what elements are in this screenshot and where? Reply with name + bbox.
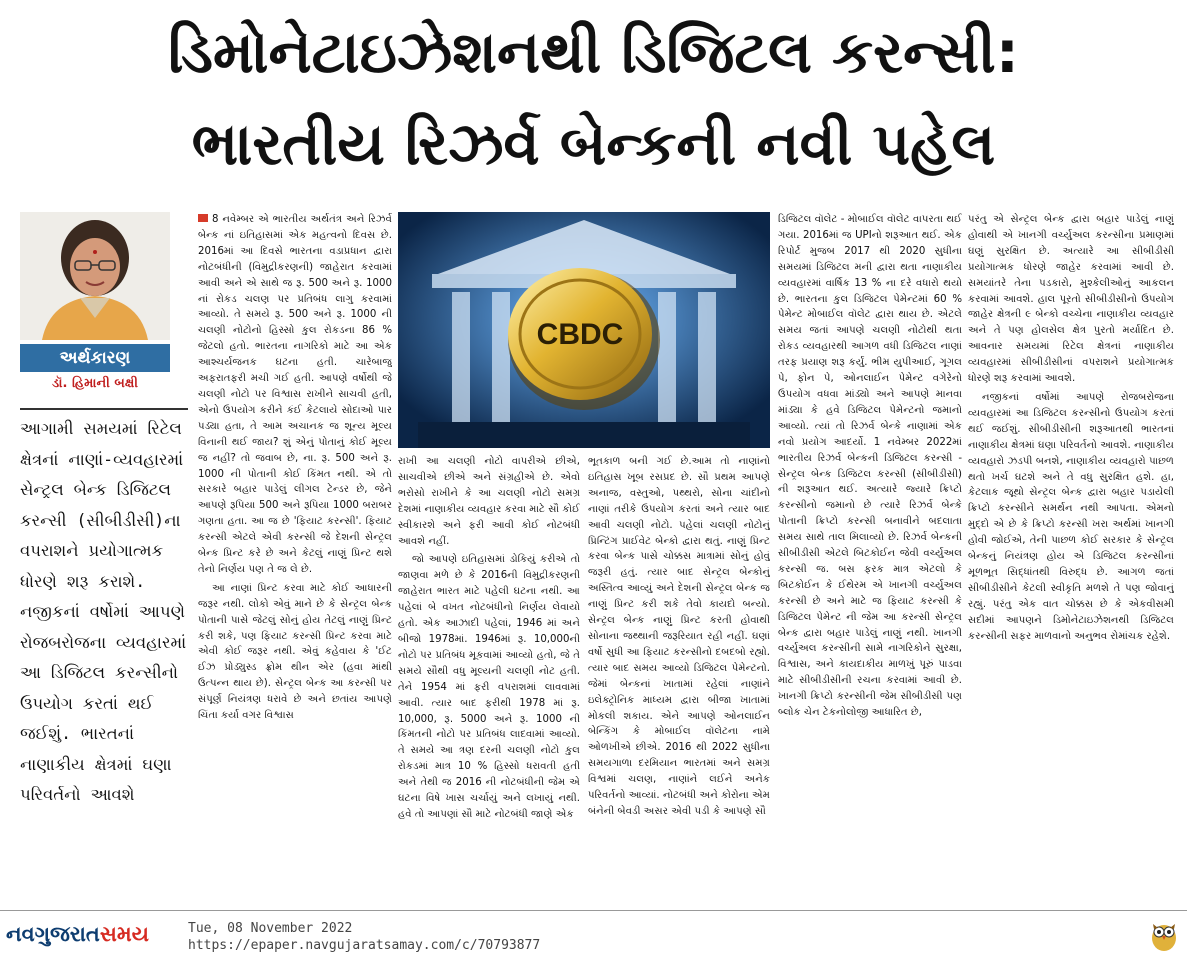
author-photo [20,212,170,340]
paragraph: નજીકનાં વર્ષોમાં આપણે રોજબરોજના વ્યવહારમાં આ ડિજિટલ કરન્સીનો ઉપયોગ કરતાં થઈ જઈશું. સીબીડીસીની શરૂઆતથી ભારતનાં નાણાકીય ક્ષેત્રમાં ઘણા પરિવર્તનો આવશે. નાણાકીય વ્યવહારો ઝડપી બનશે, નાણાકીય વ્યવહારો પાછળ થતો ખર્ચ ઘટશે અને તે વધુ સુરક્ષિત હશે. હા, કેટલાક જૂથો સેન્ટ્રલ બેન્ક દ્વારા બહાર પડાયેલી ક્રિપ્ટો કરન્સીને સમર્થન નથી આપતા. એમનો મુદ્દો એ છે કે ક્રિપ્ટો કરન્સી ખરા અર્થમાં ખાનગી હોવી જોઈએ, તેની પાછળ કોઈ સરકાર કે સેન્ટ્રલ બેન્કનું નિયંત્રણ હોય એ ડિજિટલ કરન્સીનાં મૂળભૂત સિદ્ધાંતથી વિરુદ્ધ છે. આગળ જતાં સીબીડીસીને કેટલી સ્વીકૃતિ મળશે તે પણ જોવાનું રહ્યું. પરંતુ એક વાત ચોક્કસ છે કે એકવીસમી સદીમાં આપણને ડિમોનેટાઇઝેશનથી ડિજિટલ કરન્સીની સફર માળવાનો અનુભવ રોમાંચક રહેશે. [968,391,1174,642]
intro-text: આગામી સમયમાં રિટેલ ક્ષેત્રનાં નાણાં-વ્યવહારમાં સેન્ટ્રલ બેન્ક ડિજિટલ કરન્સી (સીબીડીસી)ના વપરાશને પ્રયોગાત્મક ધોરણે શરૂ કરાશે. નજીકનાં વર્ષોમાં આપણે રોજબરોજના વ્યવહારમાં આ ડિજિટલ કરન્સીનો ઉપયોગ કરતાં થઈ જઈશું. ભારતનાં નાણાકીય ક્ષેત્રમાં ઘણા પરિવર્તનો આવશે [20,419,187,804]
paragraph: પરંતુ એ સેન્ટ્રલ બેન્ક દ્વારા બહાર પાડેલું નાણું હોવાથી એ ખાનગી વર્ચ્યુઅલ કરન્સીના પ્રમાણમાં ઘણું સુરક્ષિત છે. અત્યારે આ સીબીડીસી પ્રયોગાત્મક ધોરણે જાહેર કરવામાં આવી છે. સમયાંતરે તેના પડકારો, મુશ્કેલીઓનું આકલન કરવામાં આવશે. હાલ પૂરતો સીબીડીસીનો ઉપયોગ જાહેર ક્ષેત્રની ૯ બેન્કો વચ્ચેના નાણાકીય વ્યવહાર અને તે પણ હોલસેલ ક્ષેત્ર પુરતો મર્યાદિત છે. આવનાર સમયમાં રિટેલ ક્ષેત્રનાં નાણાકીય વ્યવહારમાં સીબીડીસીનાં વપરાશને પ્રયોગાત્મક ધોરણે શરૂ કરવામાં આવશે. [968,214,1174,385]
headline-line-2: ભારતીય રિઝર્વ બેન્કની નવી પહેલ [191,110,996,178]
logo-part-2: સમય [99,922,149,946]
paragraph: જો આપણે ઇતિહાસમાં ડોકિયું કરીએ તો જાણવા મળે છે કે 2016ની વિમુદ્રીકરણની જાહેરાત ભારત માટે પહેલી ઘટના નથી. આ પહેલાં બે વખત નોટબંધીનો નિર્ણય લેવાયો હતો. એક આઝાદી પહેલાં, 1946 માં અને બીજો 1978માં. 1946માં રૂ. 10,000ની નોટો પર પ્રતિબંધ મૂકવામાં આવ્યો હતો, જે તે સમયે સૌથી વધુ મૂલ્યની ચલણી નોટ હતી. તેને 1954 માં ફરી વપરાશમાં લાવવામાં આવી. ત્યાર બાદ ફરીથી 1978 માં રૂ. 10,000, રૂ. 5000 અને રૂ. 1000 ની કિંમતની નોટો પર પ્રતિબંધ લાદવામાં આવ્યો. તે સમયે આ ત્રણ દરની ચલણી નોટો કુલ રોકડમાં માત્ર 10 % હિસ્સો ધરાવતી હતી અને તેથી જ 2016 ની નોટબંધીની જેમ એ ઘટના વિષે ખાસ ચર્ચાયું અને લખાયું નથી. હવે તો આપણાં સૌ માટે નોટબંધી જાણે એક [398,554,580,820]
article-column-3 [588,454,770,906]
article-column-1 [198,212,392,906]
article-column-4 [778,212,962,906]
owl-icon [1150,918,1178,952]
paragraph: ડિજિટલ વૉલેટ - મોબાઈલ વૉલેટ વાપરતા થઈ ગયા. 2016માં જ UPIનો શરૂઆત થઈ. એક રિપોર્ટ મુજબ 2017 થી 2020 સુધીના સમયમાં ડિજિટલ મની દ્વારા થતા નાણાકીય વ્યવહારમાં વાર્ષિક 13 % ના દરે વધારો થયો છે. ભારતના કુલ ડિજિટલ પેમેન્ટમાં 60 % પેમેન્ટ મોબાઈલ વૉલેટ દ્વારા થાય છે. એટલે સમય જતાં આપણે ચલણી નોટોથી થતા રોકડ વ્યવહારથી આગળ વધી ડિજિટલ નાણાં તરફ પ્રયાણ શરૂ કર્યું. ભીમ યુપીઆઈ, ગૂગલ પે, ફોન પે, ઓનલાઈન પેમેન્ટ વગેરેનો ઉપયોગ વધવા માંડ્યો અને આપણે માનવા માંડ્યા કે હવે ડિજિટલ પેમેન્ટનો જમાનો આવ્યો. ત્યાં તો રિઝર્વ બેન્કે નાણામાં એક નવો પ્રયોગ આદર્યો. 1 નવેમ્બર 2022માં ભારતીય રિઝર્વ બેન્કની ડિજિટલ કરન્સી - સેન્ટ્રલ બેન્ક ડિજિટલ કરન્સી (સીબીડીસી) ની શરૂઆત થઈ. અત્યારે જ્યારે ક્રિપ્ટો કરન્સીનો જમાનો છે ત્યારે રિઝર્વ બેન્કે પોતાની ક્રિપ્ટો કરન્સી બનાવીને બદલાતા સમય સાથે તાલ મિલાવ્યો છે. રિઝર્વ બેન્કની સીબીડીસી એટલે બિટકોઈન જેવી વર્ચ્યુઅલ કરન્સી જ. બસ ફરક માત્ર એટલો કે બિટકોઈન કે ઈથેરમ એ ખાનગી વર્ચ્યુઅલ કરન્સી છે અને માટે જ ફિયાટ કરન્સી કે ડિજિટલ પેમેન્ટ ની જેમ આ કરન્સી સેન્ટ્રલ બેન્ક દ્વારા બહાર પાડેલું નાણું નથી. ખાનગી વર્ચ્યુઅલ કરન્સીની સામે નાગરિકોને સુરક્ષા, વિશ્વાસ, અને કાયદાકીય માળખું પૂરું પાડવા માટે સીબીડીસીની રચના કરવામાં આવી છે. ખાનગી ક્રિપ્ટો કરન્સીની જેમ સીબીડીસી પણ બ્લોક ચેન ટેકનોલોજી આધારિત છે, [778,214,962,719]
headline [0,6,1187,190]
paragraph-text: 8 નવેમ્બર એ ભારતીય અર્થતંત્ર અને રિઝર્વ બેન્ક નાં ઇતિહાસમાં એક મહત્વનો દિવસ છે. 2016માં આ દિવસે ભારતના વડાપ્રધાન દ્વારા નોટબંધીની (વિમુદ્રીકરણની) જાહેરાત કરવામાં આવી અને એ સાથે જ રૂ. 500 અને રૂ. 1000 નાં રોકડ ચલણ પર પ્રતિબંધ લાગુ કરવામાં આવ્યો. તે સમયે રૂ. 500 અને રૂ. 1000 ની ચલણી નોટોનો હિસ્સો કુલ રોકડના 86 % જેટલો હતો. ભારતના નાગરિકો માટે આ એક આશ્ચર્યજનક ઘટના હતી. ચારેબાજુ અફરાતફરી મચી ગઈ હતી. આપણે વર્ષોથી જે ચલણી નોટો પર વિશ્વાસ રાખીને સાચવી હતી, એનો ઉપયોગ કરીને કંઈ કેટલાયે સોદાઓ પાર પડ્યા હતા, તે આમ અચાનક જ શૂન્ય મૂલ્ય વિનાની થઈ જાય? શું એનું પોતાનું કોઈ મૂલ્ય જ નહીં? તો જવાબ છે, ના. રૂ. 500 અને રૂ. 1000 ની પોતાની કોઈ કિંમત નથી. એ તો સરકારે બહાર પાડેલું લીગલ ટેન્ડર છે, જેને આપણે રૂપિયા 500 અને રૂપિયા 1000 બરાબર ગણતા હતા. આ જ છે 'ફિયાટ કરન્સી'. ફિયાટ કરન્સી એટલે એવી કરન્સી જે દેશની સેન્ટ્રલ બેન્ક પ્રિન્ટ કરે છે અને કેટલું નાણું પ્રિન્ટ થશે તેનો નિર્ણય પણ તે જ લે છે. [198,214,392,575]
footer-divider [0,910,1187,911]
edition-date: Tue, 08 November 2022 [188,921,353,936]
article-start-marker [198,214,208,222]
logo-part-1: નવગુજરાત [6,922,100,946]
cbdc-illustration [398,212,770,448]
column-tag: અર્થકારણ [20,344,170,372]
paragraph: રાખી આ ચલણી નોટો વાપરીએ છીએ, સાચવીએ છીએ અને સંગ્રહીએ છે. એવો ભરોસો રાખીને કે આ ચલણી નોટો સમગ્ર દેશમાં નાણાકીય વ્યવહાર કરવા માટે સૌ કોઈ સ્વીકારશે અને ફરી આવી કોઈ નોટબંધી આવશે નહીં. [398,456,580,547]
newspaper-logo[interactable] [6,922,149,947]
cbdc-label: CBDC [536,318,624,351]
article-column-5 [968,212,1174,906]
headline-line-1: ડિમોનેટાઇઝેશનથી ડિજિટલ કરન્સી: [168,18,1019,86]
edition-url[interactable]: https://epaper.navgujaratsamay.com/c/70793877 [188,938,541,953]
paragraph: આ નાણાં પ્રિન્ટ કરવા માટે કોઈ આધારની જરૂર નથી. લોકો એવું માને છે કે સેન્ટ્રલ બેન્ક પોતાની પાસે જેટલું સોનું હોય તેટલું નાણું પ્રિન્ટ કરી શકે, પણ ફિયાટ કરન્સી પ્રિન્ટ કરવા માટે એવી કોઈ જરૂર નથી. એવું કહેવાય કે 'ઈટ ઈઝ પ્રોડ્યુસ્ડ ફ્રોમ થીન એર (હવા માંથી ઉત્પન્ન થાય છે). સેન્ટ્રલ બેન્ક આ કરન્સી પર સંપૂર્ણ નિયંત્રણ ધરાવે છે અને છતાંય આપણે ચિંતા કર્યા વગર વિશ્વાસ [198,582,392,722]
paragraph [198,212,392,578]
intro-blurb [20,408,188,811]
author-box [20,344,170,398]
paragraph: ભૂતકાળ બની ગઈ છે.આમ તો નાણાંનો ઇતિહાસ ખૂબ રસપ્રદ છે. સૌ પ્રથમ આપણે અનાજ, વસ્તુઓ, પથ્થરો, સોના ચાંદીનો નાણાં તરીકે ઉપયોગ કરતાં અને ત્યાર બાદ આવી ચલણી નોટો. પહેલાં ચલણી નોટોનું પ્રિન્ટિંગ પ્રાઈવેટ બેન્કો દ્વારા થતું. નાણું પ્રિન્ટ કરવા બેન્ક પાસે ચોક્કસ માત્રામાં સોનું હોવું જરૂરી હતું. ત્યાર બાદ સેન્ટ્રલ બેન્કોનું અસ્તિત્વ આવ્યું અને દેશની સેન્ટ્રલ બેન્ક જ નાણું પ્રિન્ટ કરી શકે તેવો કાયદો બન્યો. સેન્ટ્રલ બેન્ક નાણું પ્રિન્ટ કરતી હોવાથી સોનાના જથ્થાની જરૂરિયાત રહી નહીં. ઘણાં વર્ષો સુધી આ ફિયાટ કરન્સીનો દબદબો રહ્યો. ત્યાર બાદ સમય આવ્યો ડિજિટલ પેમેન્ટનો. જેમાં બેન્કનાં ખાતામાં રહેલાં નાણાંને ઇલેક્ટ્રોનિક માધ્યમ દ્વારા બીજા ખાતામાં મોકલી શકાય. એને આપણે ઓનલાઈન બેન્કિંગ કે મોબાઈલ વૉલેટના નામે ઓળખીએ છીએ. 2016 થી 2022 સુધીના સમયગાળા દરમિયાન ભારતમાં અને સમગ્ર વિશ્વમાં ચલણ, નાણાંને લઈને અનેક પરિવર્તનો આવ્યાં. નોટબંધી અને કોરોના એમ બંનેની બેવડી અસર એવી પડી કે આપણે સૌ [588,456,770,817]
author-name: ડૉ. હિમાની બક્ષી [51,376,139,391]
article-column-2 [398,454,580,906]
